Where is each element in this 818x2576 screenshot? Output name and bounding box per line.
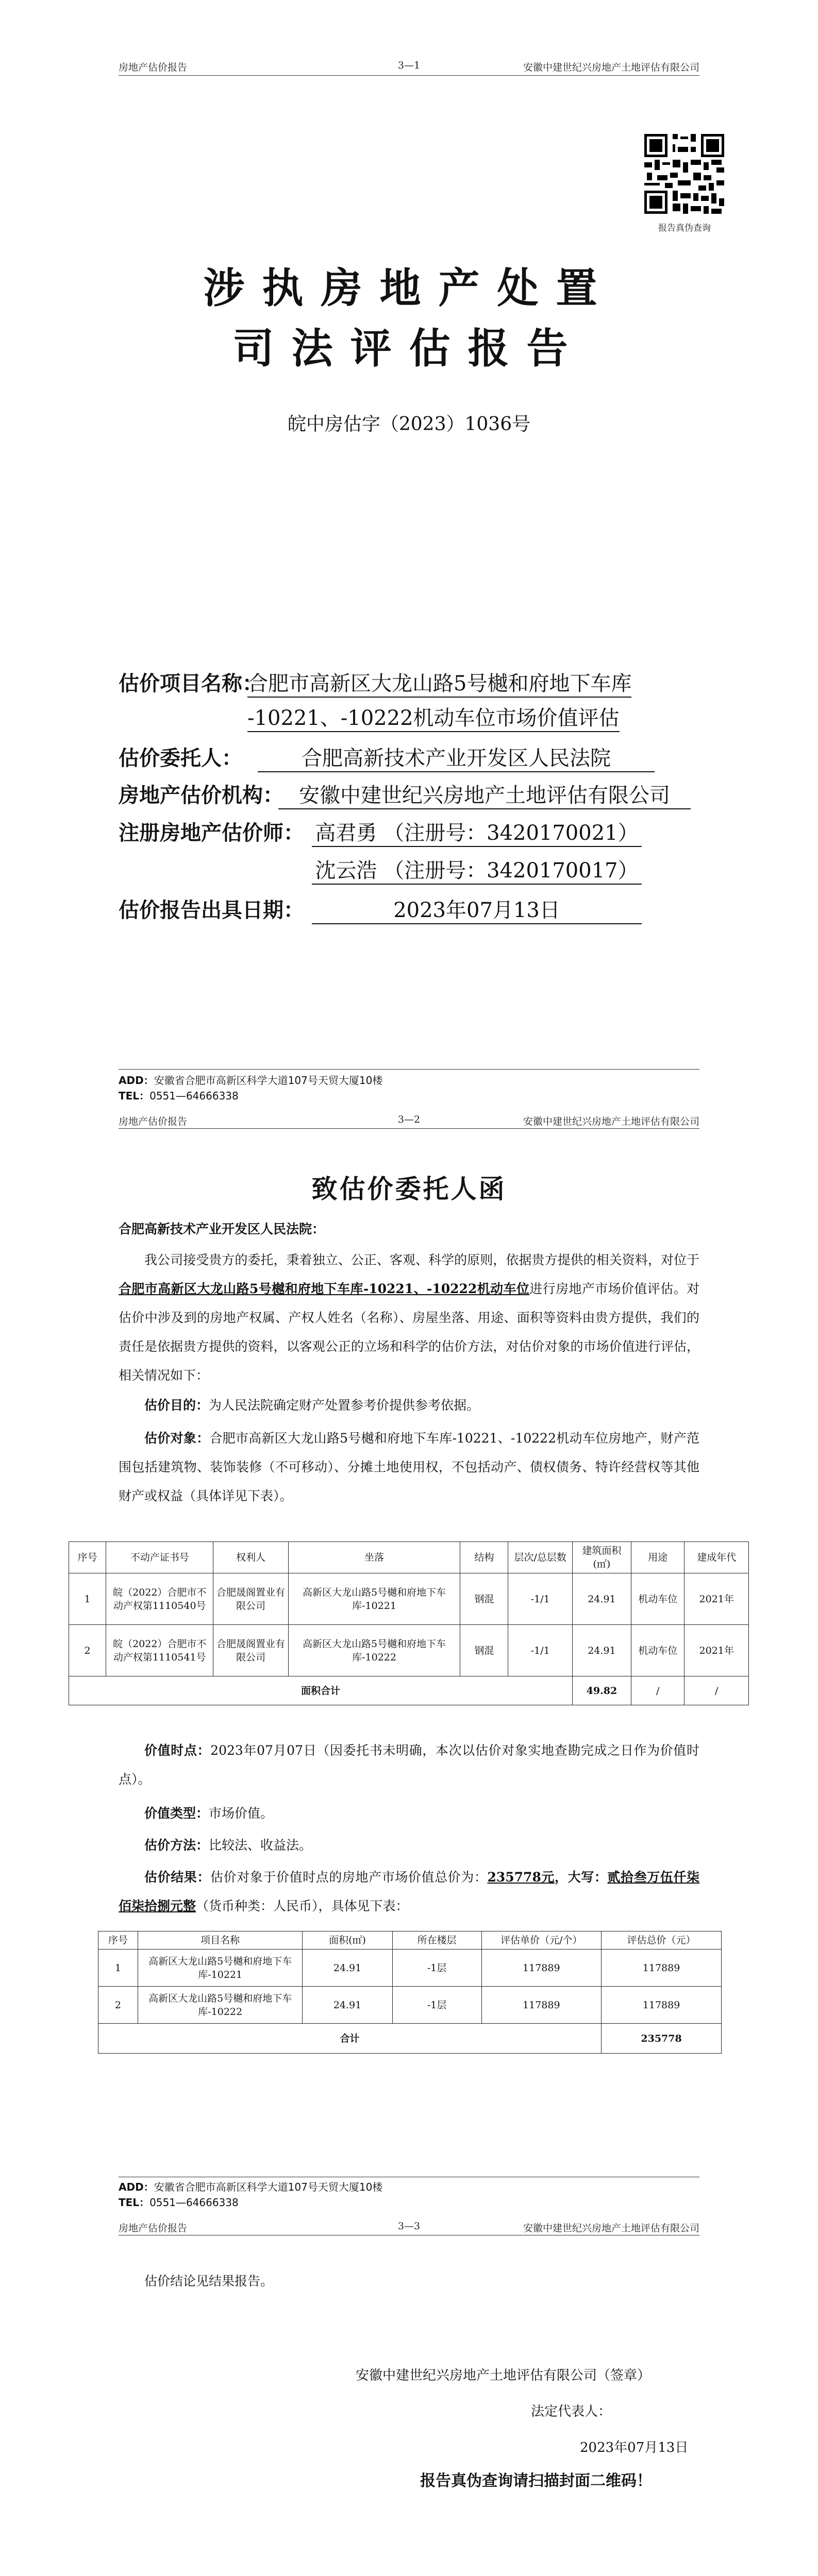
footer-addr-label: ADD：: [119, 1074, 154, 1087]
appraiser-1: 高君勇 （注册号：3420170021）: [312, 817, 642, 847]
table-row: [98, 1987, 722, 2024]
legal-representative: 法定代表人：: [531, 2404, 612, 2419]
text-span: 估价方法：: [144, 1838, 209, 1853]
letter-addressee: [119, 1215, 699, 1244]
text-span: 为人民法院确定财产处置参考价提供参考依据。: [209, 1398, 480, 1413]
table-row: [69, 1573, 749, 1625]
text-span: 合肥高新技术产业开发区人民法院：: [119, 1222, 325, 1236]
header-left: 房地产估价报告: [119, 62, 188, 73]
col-header: 建成年代: [685, 1542, 749, 1573]
purpose-para: [119, 1391, 699, 1420]
conclusion-note: [119, 2267, 699, 2296]
table-cell: 钢混: [460, 1573, 508, 1625]
table-cell: 高新区大龙山路5号樾和府地下车库-10222: [288, 1625, 460, 1676]
header-right: 安徽中建世纪兴房地产土地评估有限公司: [523, 62, 699, 73]
col-header: 面积(㎡): [303, 1931, 392, 1950]
property-table: [69, 1541, 749, 1705]
table-cell: 1: [69, 1573, 106, 1625]
table-cell: 高新区大龙山路5号樾和府地下车库-10221: [138, 1950, 302, 1987]
text-span: 进行房地产市场价值评估。对估价中涉及到的房地产权属、产权人姓名（名称）、房屋坐落、用途、面积等资料由贵方提供，我们的责任是依据贵方提供的资料，以客观公正的立场和科学的估价方法，对估价对象的市场价值进行评估，相关情况如下：: [119, 1281, 699, 1383]
cover-title-line1: 涉执房地产处置: [203, 264, 615, 312]
page-footer: [119, 2179, 382, 2210]
agency-value: 安徽中建世纪兴房地产土地评估有限公司: [278, 779, 691, 809]
footer-tel-label: TEL：: [119, 1090, 150, 1102]
table-cell: 117889: [481, 1987, 602, 2024]
qr-caption: 报告真伪查询: [658, 223, 711, 233]
client-value: 合肥高新技术产业开发区人民法院: [258, 742, 655, 772]
table-cell: -1层: [392, 1987, 481, 2024]
table-cell: 合肥晟阁置业有限公司: [213, 1625, 288, 1676]
footer-rule: [119, 1069, 699, 1070]
signature-date: 2023年07月13日: [580, 2440, 689, 2455]
table-cell: 高新区大龙山路5号樾和府地下车库-10221: [288, 1573, 460, 1625]
cover-page: [0, 0, 818, 1102]
table-cell: 皖（2022）合肥市不动产权第1110541号: [106, 1625, 213, 1676]
table-cell: 合计: [98, 2024, 602, 2054]
table-cell: 24.91: [303, 1987, 392, 2024]
col-header: 序号: [69, 1542, 106, 1573]
date-value: 2023年07月13日: [312, 894, 642, 924]
table-cell: -1层: [392, 1950, 481, 1987]
text-span: 房地产估价报告: [119, 2223, 188, 2234]
text-span: 估价对象：: [144, 1431, 210, 1446]
col-header: 所在楼层: [392, 1931, 481, 1950]
table-total-row: [69, 1676, 749, 1705]
text-span: TEL：: [119, 2196, 150, 2209]
total-value: 235778元: [487, 1870, 555, 1885]
table-cell: 2021年: [685, 1625, 749, 1676]
value-type-para: [119, 1799, 699, 1828]
text-span: 安徽省合肥市高新区科学大道107号天贸大厦10楼: [154, 2181, 383, 2193]
table-cell: 合肥晟阁置业有限公司: [213, 1573, 288, 1625]
col-header: 结构: [460, 1542, 508, 1573]
table-cell: -1/1: [508, 1625, 572, 1676]
letter-intro: [119, 1246, 699, 1390]
table-cell: 皖（2022）合肥市不动产权第1110540号: [106, 1573, 213, 1625]
table-cell: /: [631, 1676, 685, 1705]
date-label: 估价报告出具日期：: [119, 898, 304, 922]
client-label: 估价委托人：: [119, 746, 242, 770]
text-span: 市场价值。: [209, 1806, 274, 1821]
company-signature: 安徽中建世纪兴房地产土地评估有限公司（签章）: [356, 2368, 651, 2383]
text-span: 估价结论见结果报告。: [144, 2274, 274, 2289]
col-header: 项目名称: [138, 1931, 302, 1950]
table-cell: 机动车位: [631, 1625, 685, 1676]
text-span: 估价对象于价值时点的房地产市场价值总价为：: [210, 1870, 488, 1885]
document-number: 皖中房估字（2023）1036号: [287, 414, 531, 435]
header-page-number: 3—2: [397, 1114, 421, 1125]
page-footer: [119, 1073, 382, 1104]
text-span: ，大写：: [555, 1870, 608, 1885]
text-span: 合肥市高新区大龙山路5号樾和府地下车库-10221、-10222机动车位房地产，财产范围包括建筑物、装饰装修（不可移动）、分摊土地使用权，不包括动产、债权债务、特许经营权等其他财产或权益（具体详见下表）。: [119, 1431, 699, 1503]
table-cell: 24.91: [572, 1573, 631, 1625]
header-right: 安徽中建世纪兴房地产土地评估有限公司: [523, 1116, 699, 1127]
verify-note: 报告真伪查询请扫描封面二维码！: [420, 2472, 652, 2490]
total-value-chinese: 贰拾叁万伍仟柒佰柒拾捌元整: [119, 1870, 699, 1913]
table-cell: 24.91: [572, 1625, 631, 1676]
letter-page: [0, 1103, 818, 2209]
appraiser-label: 注册房地产估价师：: [119, 821, 304, 845]
valuation-table: [98, 1931, 722, 2054]
conclusion-page: [0, 2210, 818, 2576]
header-page-number: 3—1: [397, 60, 421, 71]
table-cell: 钢混: [460, 1625, 508, 1676]
col-header: 评估总价（元）: [602, 1931, 722, 1950]
col-header: 层次/总层数: [508, 1542, 572, 1573]
col-header: 不动产证书号: [106, 1542, 213, 1573]
table-cell: 24.91: [303, 1950, 392, 1987]
table-header-row: [69, 1542, 749, 1573]
table-cell: /: [685, 1676, 749, 1705]
text-span: 价值类型：: [144, 1806, 209, 1821]
table-cell: 49.82: [572, 1676, 631, 1705]
text-span: 0551—64666338: [149, 2196, 239, 2209]
table-cell: 2: [98, 1987, 138, 2024]
project-label: 估价项目名称：: [119, 671, 263, 696]
qr-code[interactable]: [642, 131, 727, 216]
table-cell: 117889: [602, 1987, 722, 2024]
object-para: [119, 1424, 699, 1511]
table-cell: 117889: [602, 1950, 722, 1987]
text-span: 2023年07月07日（因委托书未明确，本次以估价对象实地查勘完成之日作为价值时点）。: [119, 1743, 699, 1787]
table-cell: 235778: [602, 2024, 722, 2054]
table-cell: 高新区大龙山路5号樾和府地下车库-10222: [138, 1987, 302, 2024]
text-span: 估价结果：: [144, 1870, 210, 1885]
header-left: 房地产估价报告: [119, 1116, 188, 1127]
table-row: [69, 1625, 749, 1676]
footer-address: 安徽省合肥市高新区科学大道107号天贸大厦10楼: [154, 1074, 383, 1087]
text-span: 比较法、收益法。: [209, 1838, 312, 1853]
col-header: 权利人: [213, 1542, 288, 1573]
col-header: 建筑面积(㎡): [572, 1542, 631, 1573]
appraiser-2: 沈云浩 （注册号：3420170017）: [312, 854, 642, 885]
text-span: （货币种类：人民币），具体见下表：: [196, 1899, 409, 1913]
agency-label: 房地产估价机构：: [119, 783, 283, 807]
text-span: 估价目的：: [144, 1398, 209, 1413]
table-total-row: [98, 2024, 722, 2054]
table-cell: 机动车位: [631, 1573, 685, 1625]
cover-title-line2: 司法评估报告: [232, 324, 586, 372]
header-rule: [119, 1128, 699, 1129]
letter-title: 致估价委托人函: [311, 1174, 507, 1204]
col-header: 用途: [631, 1542, 685, 1573]
table-row: [98, 1950, 722, 1987]
text-span: 我公司接受贵方的委托，秉着独立、公正、客观、科学的原则，依据贵方提供的相关资料，对位于: [144, 1252, 699, 1267]
result-para: [119, 1863, 699, 1921]
text-span: 价值时点：: [144, 1743, 211, 1758]
table-cell: 1: [98, 1950, 138, 1987]
text-span: 3—3: [397, 2221, 421, 2232]
col-header: 评估单价（元/个）: [481, 1931, 602, 1950]
col-header: 坐落: [288, 1542, 460, 1573]
table-header-row: [98, 1931, 722, 1950]
footer-tel: 0551—64666338: [149, 1090, 239, 1102]
header-rule: [119, 75, 699, 76]
table-cell: 117889: [481, 1950, 602, 1987]
property-address: 合肥市高新区大龙山路5号樾和府地下车库-10221、-10222机动车位: [119, 1281, 530, 1296]
text-span: 安徽中建世纪兴房地产土地评估有限公司: [523, 2223, 699, 2234]
table-cell: 2: [69, 1625, 106, 1676]
project-value-line2: -10221、-10222机动车位市场价值评估: [247, 702, 620, 732]
text-span: ADD：: [119, 2181, 154, 2193]
table-cell: 2021年: [685, 1573, 749, 1625]
method-para: [119, 1831, 699, 1860]
col-header: 序号: [98, 1931, 138, 1950]
project-value-line1: 合肥市高新区大龙山路5号樾和府地下车库: [247, 667, 631, 698]
table-cell: -1/1: [508, 1573, 572, 1625]
value-date-para: [119, 1736, 699, 1794]
table-cell: 面积合计: [69, 1676, 573, 1705]
